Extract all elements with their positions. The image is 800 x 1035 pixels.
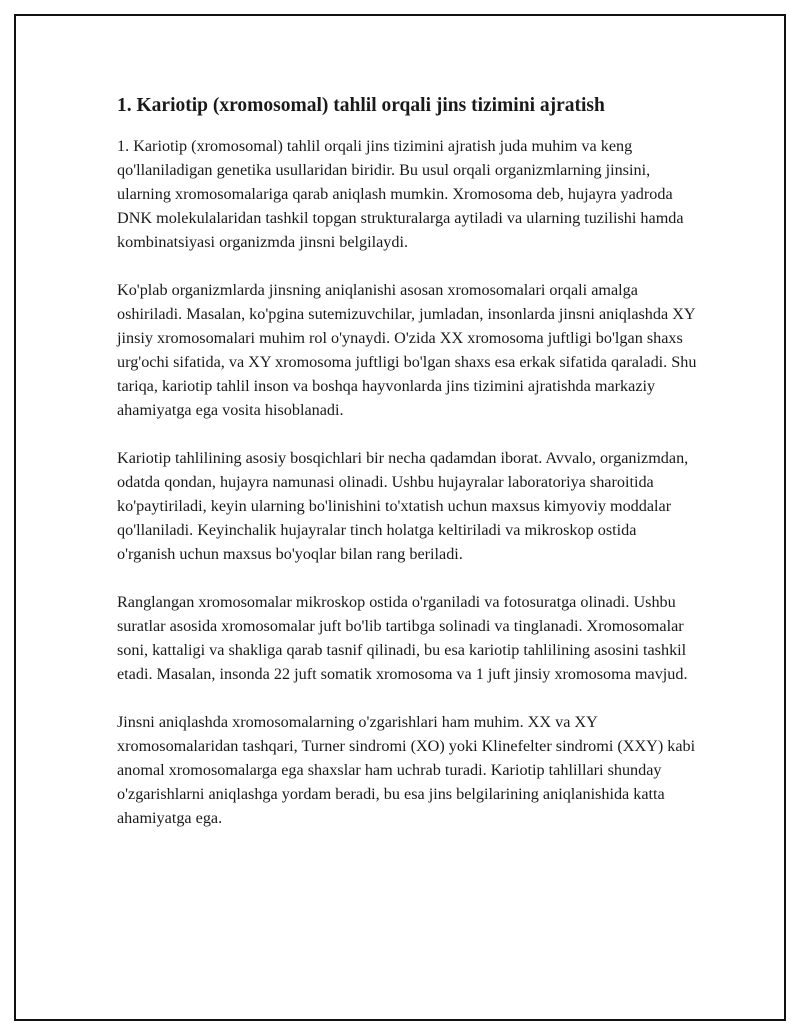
paragraph-3: Kariotip tahlilining asosiy bosqichlari bir necha qadamdan iborat. Avvalo, organizmdan, odatda qondan, hujayra namunasi olinadi. Ushbu hujayralar laboratoriya sharoitida ko'paytiriladi, keyin ularning bo'linishini to'xtatish uchun maxsus kimyoviy moddalar qo'llaniladi. Keyinchalik hujayralar tinch holatga keltiriladi va mikroskop ostida o'rganish uchun maxsus bo'yoqlar bilan rang beriladi. xyxy=(117,449,689,563)
section-heading: 1. Kariotip (xromosomal) tahlil orqali jins tizimini ajratish xyxy=(117,95,605,116)
paragraph-5: Jinsni aniqlashda xromosomalarning o'zgarishlari ham muhim. XX va XY xromosomalaridan tashqari, Turner sindromi (XO) yoki Klinefelter sindromi (XXY) kabi anomal xromosomalarga ega shaxslar ham uchrab turadi. Kariotip tahlillari shunday o'zgarishlarni aniqlashga yordam beradi, bu esa jins belgilarining aniqlanishida katta ahamiyatga ega. xyxy=(117,713,696,827)
document-body xyxy=(117,92,697,854)
paragraph-4: Ranglangan xromosomalar mikroskop ostida o'rganiladi va fotosuratga olinadi. Ushbu suratlar asosida xromosomalar juft bo'lib tartibga solinadi va tinglanadi. Xromosomalar soni, kattaligi va shakliga qarab tasnif qilinadi, bu esa kariotip tahlilining asosini tashkil etadi. Masalan, insonda 22 juft somatik xromosoma va 1 juft jinsiy xromosoma mavjud. xyxy=(117,593,688,683)
paragraph-2: Ko'plab organizmlarda jinsning aniqlanishi asosan xromosomalari orqali amalga oshiriladi. Masalan, ko'pgina sutemizuvchilar, jumladan, insonlarda jinsni aniqlashda XY jinsiy xromosomalari muhim rol o'ynaydi. O'zida XX xromosoma juftligi bo'lgan shaxs urg'ochi sifatida, va XY xromosoma juftligi bo'lgan shaxs esa erkak sifatida qaraladi. Shu tariqa, kariotip tahlil inson va boshqa hayvonlarda jins tizimini ajratishda markaziy ahamiyatga ega vosita hisoblanadi. xyxy=(117,281,697,419)
paragraph-1: 1. Kariotip (xromosomal) tahlil orqali jins tizimini ajratish juda muhim va keng qo'llaniladigan genetika usullaridan biridir. Bu usul orqali organizmlarning jinsini, ularning xromosomalariga qarab aniqlash mumkin. Xromosoma deb, hujayra yadroda DNK molekulalaridan tashkil topgan strukturalarga aytiladi va ularning tuzilishi hamda kombinatsiyasi organizmda jinsni belgilaydi. xyxy=(117,137,684,251)
